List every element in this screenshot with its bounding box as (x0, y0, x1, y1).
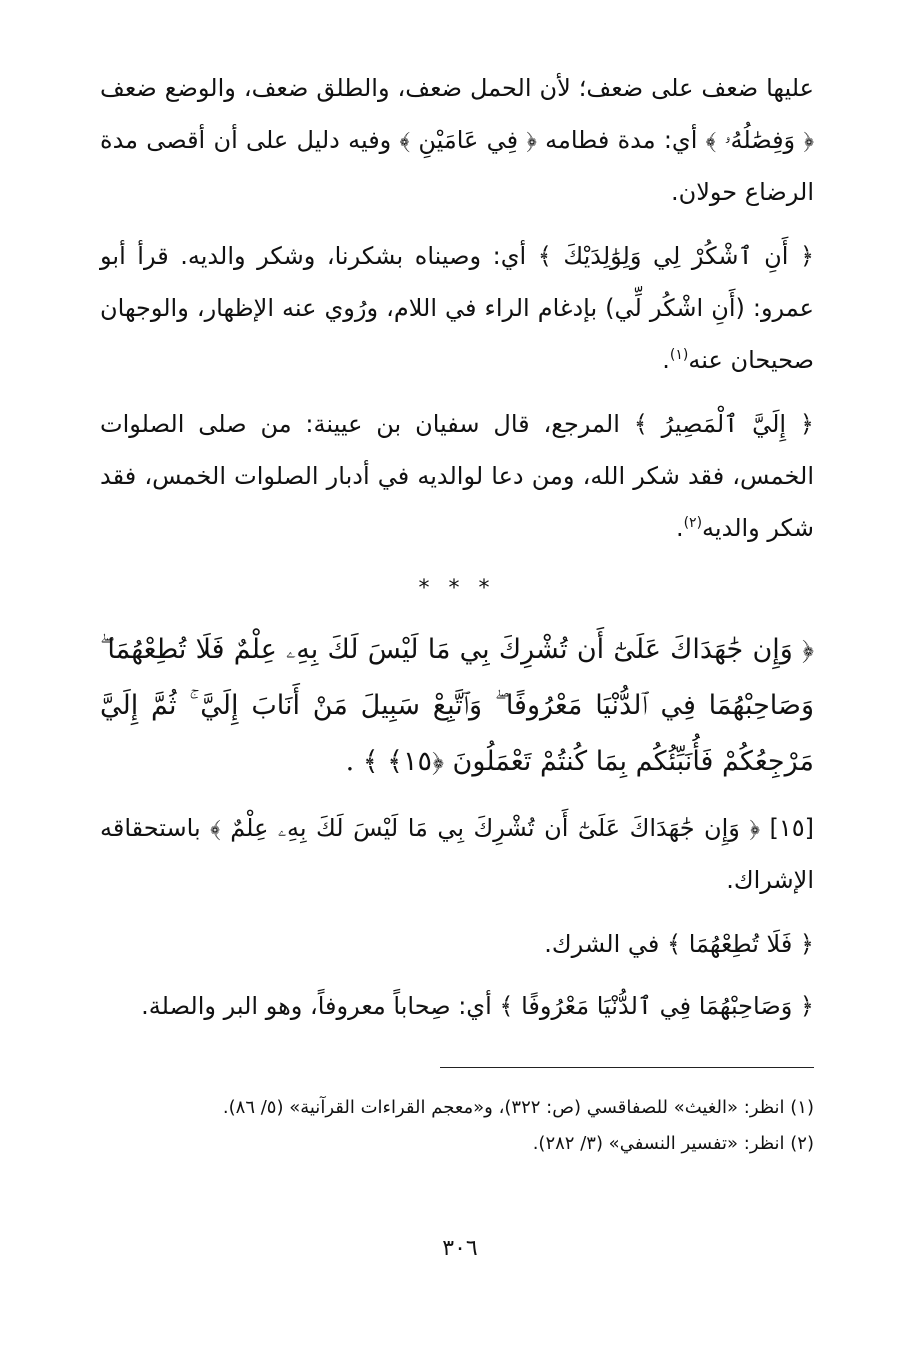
quran-verse: ﴿ وَإِن جَٰهَدَاكَ عَلَىٰٓ أَن تُشْرِكَ بِي مَا لَيْسَ لَكَ بِهِۦ عِلْمٌ فَلَا تُطِعْهُمَا ۖ وَصَاحِبْهُمَا فِي ٱلدُّنْيَا مَعْرُوفًا ۖ وَٱتَّبِعْ سَبِيلَ مَنْ أَنَابَ إِلَيَّ ۚ ثُمَّ إِلَيَّ مَرْجِعُكُمْ فَأُنَبِّئُكُم بِمَا كُنتُمْ تَعْمَلُونَ ﴿١٥﴾ ﴾ . (100, 634, 814, 777)
paragraph-1: عليها ضعف على ضعف؛ لأن الحمل ضعف، والطلق ضعف، والوضع ضعف ﴿ وَفِصَٰلُهُۥ ﴾ أي: مدة فطامه ﴿ فِي عَامَيْنِ ﴾ وفيه دليل على أن أقصى مدة الرضاع حولان. (100, 74, 814, 206)
page-number: ٣٠٦ (442, 1236, 478, 1261)
section-separator: * * * (418, 576, 496, 601)
footnotes (100, 1090, 814, 1162)
footnote-ref-2[interactable]: (٢) (683, 515, 703, 531)
paragraph-2-end: . (662, 346, 670, 374)
paragraph-3-text: ﴿ إِلَيَّ ٱلْمَصِيرُ ﴾ المرجع، قال سفيان بن عيينة: من صلى الصلوات الخمس، فقد شكر الله، ومن دعا لوالديه في أدبار الصلوات الخمس، فقد شكر والديه (100, 410, 814, 542)
paragraph-3-end: . (675, 514, 684, 542)
footnote-1: (١) انظر: «الغيث» للصفاقسي (ص: ٣٢٢)، و«معجم القراءات القرآنية» (٥/ ٨٦). (222, 1097, 814, 1118)
paragraph-5: ﴿ فَلَا تُطِعْهُمَا ﴾ في الشرك. (544, 930, 814, 958)
paragraph-2-text: ﴿ أَنِ ٱشْكُرْ لِي وَلِوَٰلِدَيْكَ ﴾ أي: وصيناه بشكرنا، وشكر والديه. قرأ أبو عمرو: (أَنِ اشْكُر لِّي) بإدغام الراء في اللام، ورُوي عنه الإظهار، والوجهان صحيحان عنه (100, 242, 814, 374)
footnote-2: (٢) انظر: «تفسير النسفي» (٣/ ٢٨٢). (532, 1133, 814, 1154)
paragraph-3 (100, 398, 814, 554)
paragraph-6: ﴿ وَصَاحِبْهُمَا فِي ٱلدُّنْيَا مَعْرُوفًا ﴾ أي: صِحاباً معروفاً، وهو البر والصلة. (141, 992, 814, 1020)
footnote-divider (440, 1067, 814, 1068)
paragraph-4: [١٥] ﴿ وَإِن جَٰهَدَاكَ عَلَىٰٓ أَن تُشْرِكَ بِي مَا لَيْسَ لَكَ بِهِۦ عِلْمٌ ﴾ باستحقاقه الإشراك. (100, 814, 814, 894)
paragraph-2 (100, 230, 814, 386)
page-body (100, 62, 814, 1042)
footnote-ref-1[interactable]: (١) (669, 347, 689, 363)
